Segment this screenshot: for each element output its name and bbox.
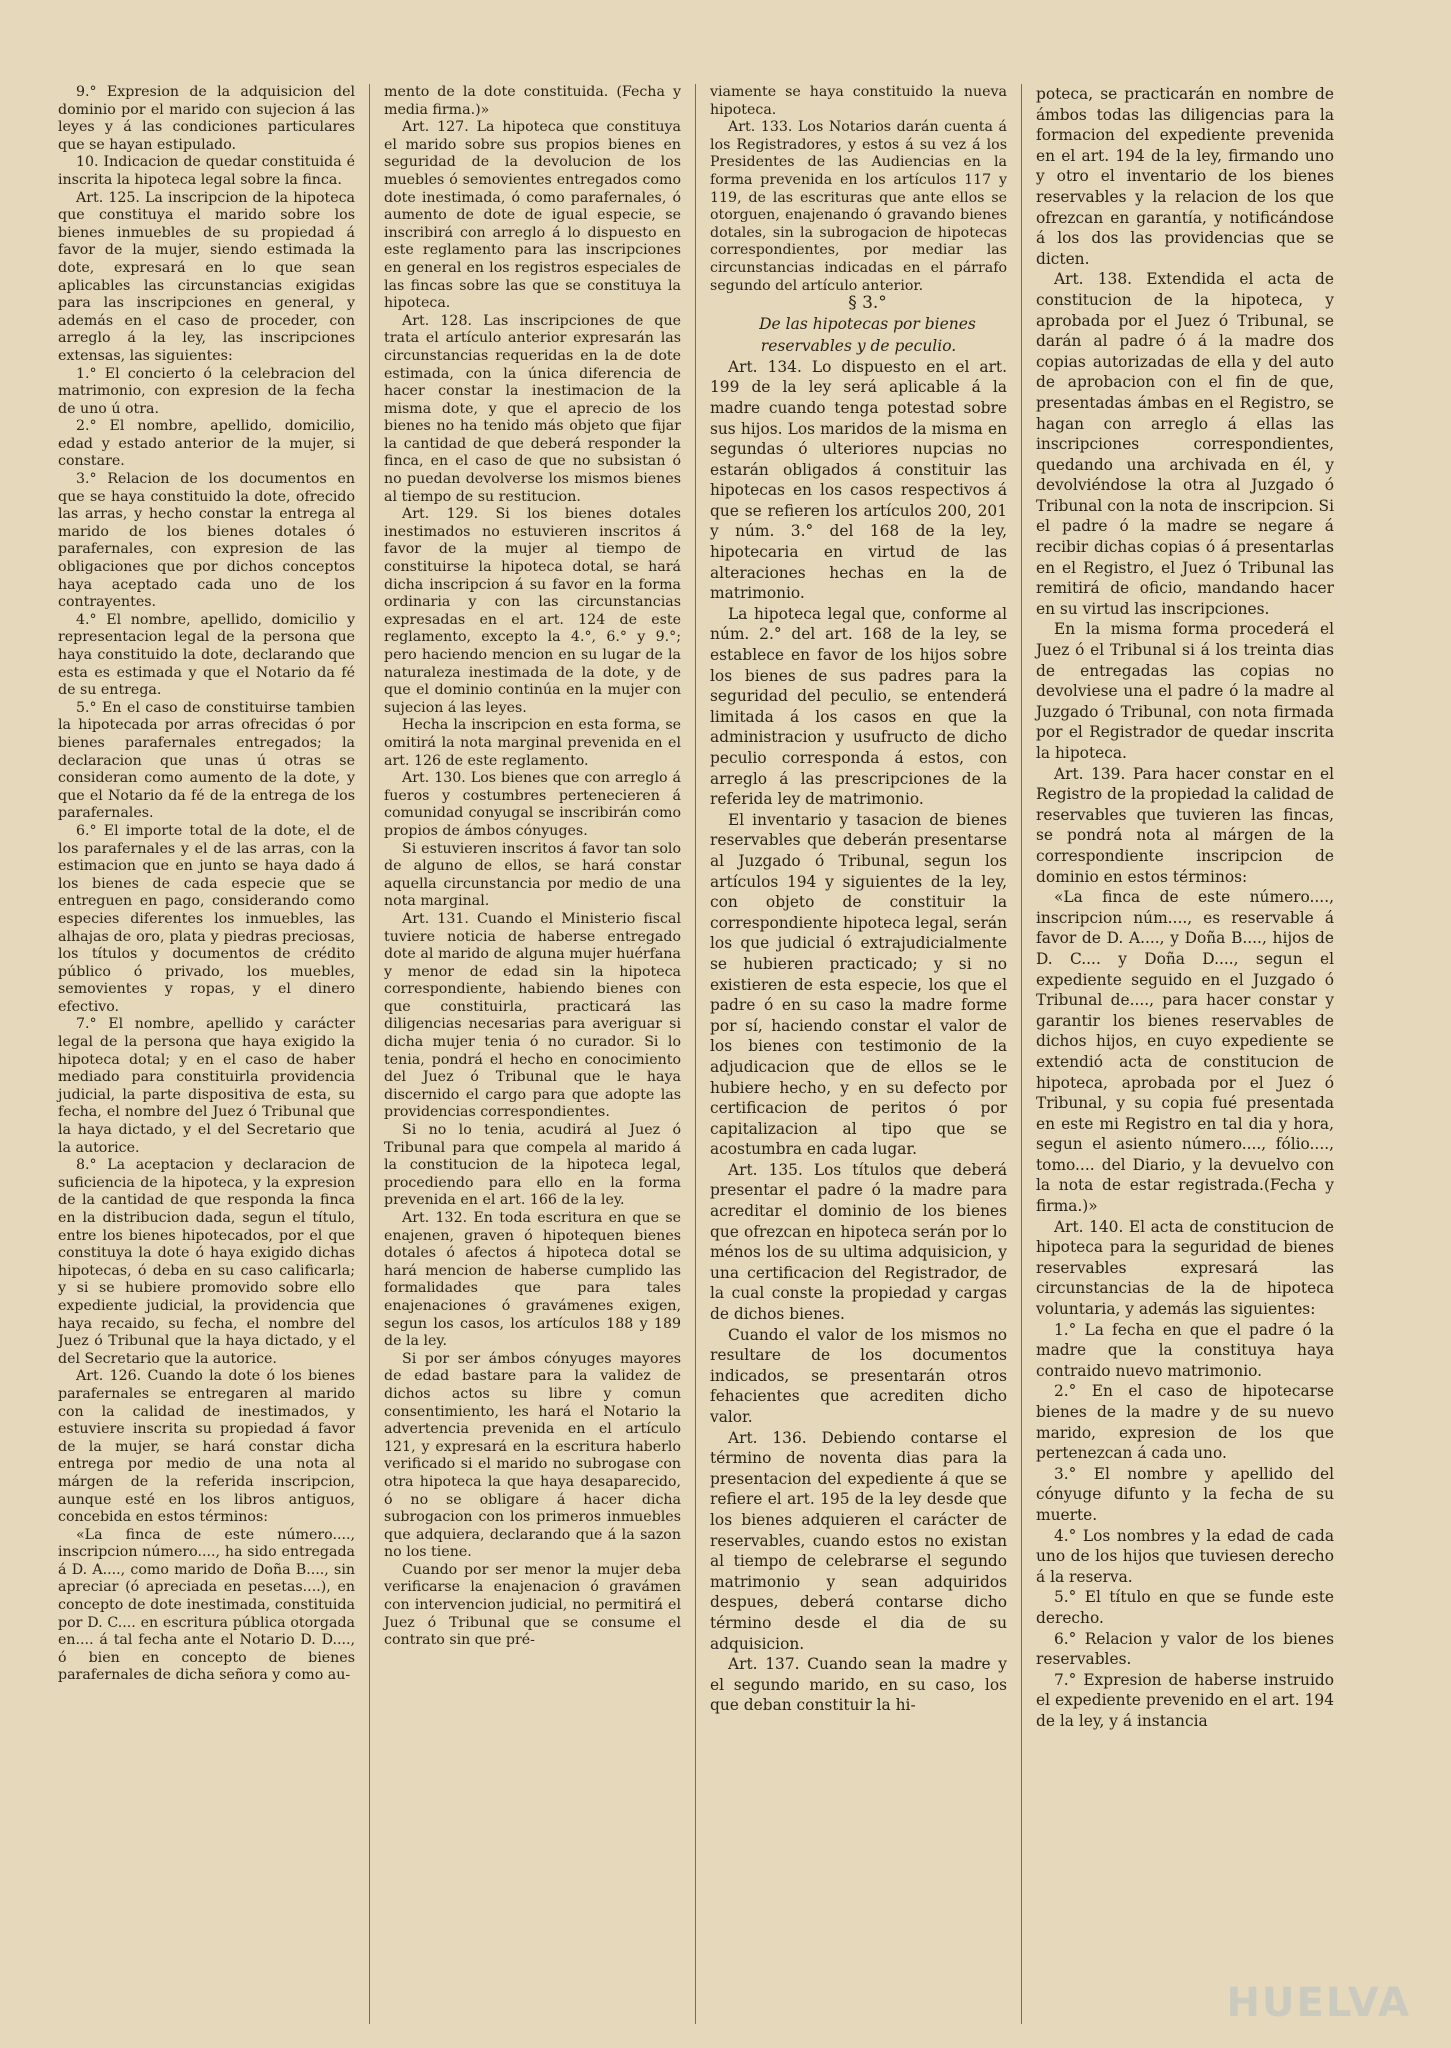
section-title: De las hipotecas por bienes reservables y de peculio. — [759, 314, 976, 355]
paragraph: 2.° El nombre, apellido, domicilio, edad y estado anterior de la mujer, si constare. — [58, 418, 355, 470]
paragraph: Art. 139. Para hacer constar en el Registro de la propiedad la calidad de reservables que tuvieren las fincas, se pondrá nota al márgen de la correspondiente inscripcion de dominio en estos términos: — [1036, 764, 1334, 886]
paragraph: 1.° La fecha en que el padre ó la madre que la constituya haya contraido nuevo matrimonio. — [1036, 1320, 1334, 1380]
paragraph: Art. 137. Cuando sean la madre y el segundo marido, en su caso, los que deban constituir la hi- — [710, 1655, 1007, 1715]
paragraph: Art. 131. Cuando el Ministerio fiscal tuviere noticia de haberse entregado dote al marido de alguna mujer huérfana y menor de edad sin la hipoteca correspondiente, habiendo bienes con que constituirla, practicará las diligencias necesarias para averiguar si dicha mujer tenia ó no curador. Si lo tenia, pondrá el hecho en conocimiento del Juez ó Tribunal que le haya discernido el cargo para que adopte las providencias correspondientes. — [384, 910, 681, 1121]
paragraph: Art. 140. El acta de constitucion de hipoteca para la seguridad de bienes reservables expresará las circunstancias de la de hipoteca voluntaria, y además las siguientes: — [1036, 1217, 1334, 1319]
column-3 — [696, 84, 1022, 2024]
paragraph: 9.° Expresion de la adquisicion del dominio por el marido con sujecion á las leyes y á las condiciones particulares que se hayan estipulado. — [58, 84, 355, 153]
paragraph: viamente se haya constituido la nueva hipoteca. — [710, 84, 1007, 118]
paragraph: poteca, se practicarán en nombre de ámbos todas las diligencias para la formacion del expediente prevenida en el art. 194 de la ley, firmando uno y otro el inventario de los bienes reservables y la relacion de los que ofrezcan en garantía, y notificándose á los dos las providencias que se dicten. — [1036, 85, 1334, 268]
paragraph: Art. 126. Cuando la dote ó los bienes parafernales se entregaren al marido con la calidad de inestimados, y estuviere inscrita su propiedad á favor de la mujer, se hará constar dicha entrega por medio de una nota al márgen de la referida inscripcion, aunque esté en los libros antiguos, concebida en estos términos: — [58, 1368, 355, 1526]
paragraph: «La finca de este número...., inscripcion número...., ha sido entregada á D. A...., como marido de Doña B...., sin apreciar (ó apreciada en pesetas....), en concepto de dote inestimada, constituida por D. C.... en escritura pública otorgada en.... á tal fecha ante el Notario D. D...., ó bien en concepto de bienes parafernales de dicha señora y como au- — [58, 1526, 355, 1684]
paragraph: 3.° El nombre y apellido del cónyuge difunto y la fecha de su muerte. — [1036, 1464, 1334, 1524]
paragraph: Cuando el valor de los mismos no resultare de los documentos indicados, se presentarán otros fehacientes que acrediten dicho valor. — [710, 1325, 1007, 1426]
paragraph: 4.° El nombre, apellido, domicilio y representacion legal de la persona que haya constituido la dote, declarando que esta es estimada y que el Notario da fé de su entrega. — [58, 611, 355, 699]
paragraph: Art. 135. Los títulos que deberá presentar el padre ó la madre para acreditar el dominio de los bienes que ofrezcan en hipoteca serán por lo ménos los de su ultima adquisicion, y una certificacion del Registrador, de la cual conste la propiedad y cargas de dichos bienes. — [710, 1160, 1007, 1324]
paragraph: Art. 130. Los bienes que con arreglo á fueros y costumbres pertenecieren á comunidad conyugal se inscribirán como propios de ámbos cónyuges. — [384, 770, 681, 839]
paragraph: Art. 134. Lo dispuesto en el art. 199 de la ley será aplicable á la madre cuando tenga potestad sobre sus hijos. Los maridos de la misma en segundas ó ulteriores nupcias no estarán obligados á constituir las hipotecas en los casos respectivos á que se refieren los artículos 200, 201 y núm. 3.° del 168 de la ley, hipotecaria en virtud de las alteraciones hechas en la de matrimonio. — [710, 357, 1007, 603]
paragraph: mento de la dote constituida. (Fecha y media firma.)» — [384, 84, 681, 118]
paragraph: 10. Indicacion de quedar constituida é inscrita la hipoteca legal sobre la finca. — [58, 154, 355, 188]
paragraph: Si no lo tenia, acudirá al Juez ó Tribunal para que compela al marido á la constitucion de la hipoteca legal, procediendo para ello en la forma prevenida en el art. 166 de la ley. — [384, 1122, 681, 1209]
paragraph: En la misma forma procederá el Juez ó el Tribunal si á los treinta dias de entregadas las copias no devolviese una el padre ó la madre al Juzgado ó Tribunal, con nota firmada por el Registrador de quedar inscrita la hipoteca. — [1036, 620, 1334, 762]
column-1 — [44, 84, 370, 2024]
paragraph: 6.° Relacion y valor de los bienes reservables. — [1036, 1629, 1334, 1669]
paragraph: 8.° La aceptacion y declaracion de suficiencia de la hipoteca, y la expresion de la cantidad de que responda la finca en la distribucion dada, segun el título, entre los bienes hipotecados, por el que constituya la dote ó haya exigido dichas hipotecas, ó deba en su caso calificarla; y si se hubiere promovido sobre ello expediente judicial, la providencia que haya recaido, su fecha, el nombre del Juez ó Tribunal que la haya dictado, y el del Secretario que la autorice. — [58, 1157, 355, 1367]
newspaper-page — [44, 84, 1355, 2024]
paragraph: Si estuvieren inscritos á favor tan solo de alguno de ellos, se hará constar aquella circunstancia por medio de una nota marginal. — [384, 840, 681, 910]
paragraph: Art. 132. En toda escritura en que se enajenen, graven ó hipotequen bienes dotales ó afectos á hipoteca dotal se hará mencion de haberse cumplido las formalidades que para tales enajenaciones ó gravámenes exigen, segun los casos, los artículos 188 y 189 de la ley. — [384, 1210, 681, 1350]
column-4 — [1022, 84, 1348, 2024]
paragraph: 7.° Expresion de haberse instruido el expediente prevenido en el art. 194 de la ley, y á instancia — [1036, 1670, 1334, 1730]
paragraph: 4.° Los nombres y la edad de cada uno de los hijos que tuviesen derecho á la reserva. — [1036, 1526, 1334, 1586]
paragraph: La hipoteca legal que, conforme al núm. 2.° del art. 168 de la ley, se establece en favor de los hijos sobre los bienes de sus padres para la seguridad del peculio, se entenderá limitada á los casos en que la administracion y usufructo de dicho peculio corresponda á estos, con arreglo á las prescripciones de la referida ley de matrimonio. — [710, 604, 1007, 809]
paragraph: Art. 129. Si los bienes dotales inestimados no estuvieren inscritos á favor de la mujer al tiempo de constituirse la hipoteca dotal, se hará dicha inscripcion á su favor en la forma ordinaria y con las circunstancias expresadas en el art. 124 de este reglamento, excepto la 4.°, 6.° y 9.°; pero haciendo mencion en su lugar de la naturaleza inestimada de la dote, y de que el dominio continúa en la mujer con sujecion á las leyes. — [384, 506, 681, 716]
paragraph: Art. 128. Las inscripciones de que trata el artículo anterior expresarán las circunstancias requeridas en la de dote estimada, con la única diferencia de hacer constar la inestimacion de la misma dote, y que el aprecio de los bienes no ha tenido más objeto que fijar la cantidad de que deberá responder la finca, en el caso de que no subsistan ó no puedan devolverse los mismos bienes al tiempo de su restitucion. — [384, 312, 681, 505]
paragraph: Cuando por ser menor la mujer deba verificarse la enajenacion ó gravámen con intervencion judicial, no permitirá el Juez ó Tribunal que se consume el contrato sin que pré- — [384, 1561, 681, 1649]
paragraph: El inventario y tasacion de bienes reservables que deberán presentarse al Juzgado ó Tribunal, segun los artículos 194 y siguientes de la ley, con objeto de constituir la correspondiente hipoteca legal, serán los que judicial ó extrajudicialmente se hubieren practicado; y si no existieren de esta especie, los que el padre ó en su caso la madre forme por sí, haciendo constar el valor de los bienes con testimonio de la adjudicacion que de ellos se le hubiere hecho, y en su defecto por certificacion de peritos ó por capitalizacion al tipo que se acostumbra en cada lugar. — [710, 810, 1007, 1159]
library-watermark: HUELVA — [1226, 1980, 1411, 2026]
paragraph: Hecha la inscripcion en esta forma, se omitirá la nota marginal prevenida en el art. 126 de este reglamento. — [384, 717, 681, 769]
paragraph: Art. 125. La inscripcion de la hipoteca que constituya el marido sobre los bienes inmuebles de su propiedad á favor de la mujer, siendo estimada la dote, expresará en lo que sean aplicables las circunstancias exigidas para las inscripciones en general, y además en el caso de proceder, con arreglo á la ley, las inscripciones extensas, las siguientes: — [58, 189, 355, 364]
paragraph: «La finca de este número...., inscripcion núm...., es reservable á favor de D. A...., y Doña B...., hijos de D. C.... y Doña D...., segun el expediente seguido en el Juzgado ó Tribunal de...., para hacer constar y garantir los bienes reservables de dichos hijos, en cuyo expediente se extendió acta de constitucion de hipoteca, aprobada por el Juez ó Tribunal, y su copia fué presentada en este mi Registro en tal dia y hora, segun el asiento número...., fólio...., tomo.... del Diario, y la devuelvo con la nota de estar registrada.(Fecha y firma.)» — [1036, 888, 1334, 1216]
paragraph: 2.° En el caso de hipotecarse bienes de la madre y de su nuevo marido, expresion de los que pertenezcan á cada uno. — [1036, 1382, 1334, 1463]
paragraph: 5.° En el caso de constituirse tambien la hipotecada por arras ofrecidas ó por bienes parafernales entregados; la declaracion que unas ú otras se consideran como aumento de la dote, y que el Notario da fé de la entrega de los parafernales. — [58, 699, 355, 822]
paragraph: 6.° El importe total de la dote, el de los parafernales y el de las arras, con la estimacion que en junto se haya dado á los bienes de cada especie que se entreguen en pago, considerando como especies diferentes los inmuebles, las alhajas de oro, plata y piedras preciosas, los títulos y documentos de crédito público ó privado, los muebles, semovientes y ropas, y el dinero efectivo. — [58, 822, 355, 1015]
paragraph: 5.° El título en que se funde este derecho. — [1036, 1588, 1334, 1627]
paragraph: 7.° El nombre, apellido y carácter legal de la persona que haya exigido la hipoteca dotal; y en el caso de haber mediado para constituirla providencia judicial, la parte dispositiva de esta, su fecha, el nombre del Juez ó Tribunal que la haya dictado, y el del Secretario que la autorice. — [58, 1016, 355, 1156]
paragraph: Art. 127. La hipoteca que constituya el marido sobre sus propios bienes en seguridad de la devolucion de los muebles ó semovientes entregados como dote inestimada, ó como parafernales, ó aumento de dote de igual especie, se inscribirá con arreglo á lo dispuesto en este reglamento para las inscripciones en general en los registros especiales de las fincas sobre las que se constituya la hipoteca. — [384, 119, 681, 312]
paragraph: Art. 136. Debiendo contarse el término de noventa dias para la presentacion del expediente á que se refiere el art. 195 de la ley desde que los bienes adquieren el carácter de reservables, cuando estos no existan al tiempo de celebrarse el segundo matrimonio y sean adquiridos despues, deberá contarse dicho término desde el dia de su adquisicion. — [710, 1428, 1007, 1653]
paragraph: Art. 138. Extendida el acta de constitucion de la hipoteca, y aprobada por el Juez ó Tribunal, se darán al padre ó á la madre dos copias autorizadas de ella y del auto de aprobacion con el fin de que, presentadas ámbas en el Registro, se hagan con arreglo á ellas las inscripciones correspondientes, quedando una archivada en él, y devolviéndose la otra al Juzgado ó Tribunal con la nota de inscripcion. Si el padre ó la madre se negare á recibir dichas copias ó á presentarlas en el Registro, el Juez ó Tribunal las remitirá de oficio, mandando hacer en su virtud las inscripciones. — [1036, 270, 1334, 618]
paragraph: Si por ser ámbos cónyuges mayores de edad bastare para la validez de dichos actos su libre y comun consentimiento, les hará el Notario la advertencia prevenida en el artículo 121, y expresará en la escritura haberlo verificado si el marido no subrogase con otra hipoteca la que haya desaparecido, ó no se obligare á hacer dicha subrogacion con los primeros inmuebles que adquiera, declarando que á la sazon no los tiene. — [384, 1350, 681, 1561]
paragraph: 1.° El concierto ó la celebracion del matrimonio, con expresion de la fecha de uno ú otra. — [58, 365, 355, 417]
column-2 — [370, 84, 696, 2024]
section-number: § 3.° — [848, 293, 887, 314]
paragraph: 3.° Relacion de los documentos en que se haya constituido la dote, ofrecido las arras, y hecho constar la entrega al marido de los bienes dotales ó parafernales, con expresion de las obligaciones que por dichos conceptos haya aceptado cada uno de los contrayentes. — [58, 471, 355, 611]
paragraph: Art. 133. Los Notarios darán cuenta á los Registradores, y estos á su vez á los Presidentes de las Audiencias en la forma prevenida en los artículos 117 y 119, de las escrituras que ante ellos se otorguen, enajenando ó gravando bienes dotales, sin la subrogacion de hipotecas correspondientes, por mediar las circunstancias indicadas en el párrafo segundo del artículo anterior. — [710, 119, 1007, 294]
